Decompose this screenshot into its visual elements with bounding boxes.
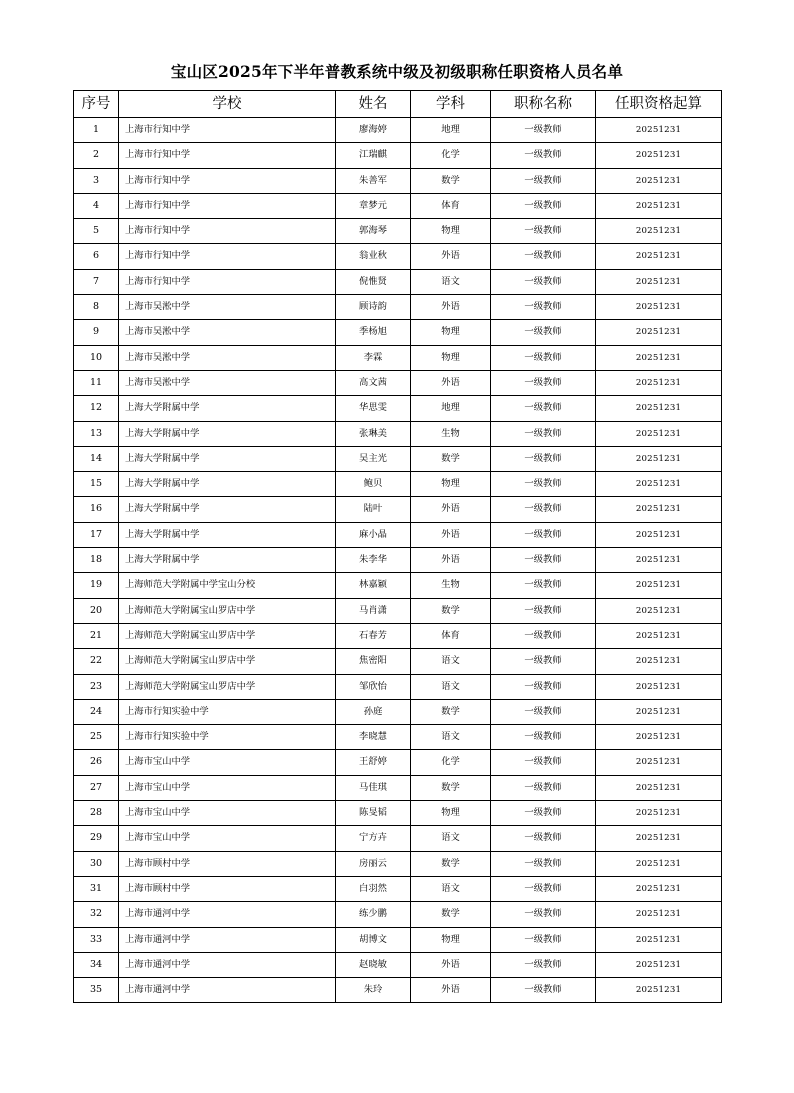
cell-date: 20251231 (596, 320, 722, 345)
column-header-title: 职称名称 (491, 91, 596, 118)
cell-school: 上海市行知实验中学 (119, 699, 336, 724)
cell-school: 上海大学附属中学 (119, 522, 336, 547)
cell-subject: 语文 (411, 649, 491, 674)
cell-school: 上海市行知中学 (119, 244, 336, 269)
cell-subject: 外语 (411, 548, 491, 573)
cell-index: 15 (74, 472, 119, 497)
cell-date: 20251231 (596, 118, 722, 143)
cell-index: 35 (74, 978, 119, 1003)
cell-title: 一级教师 (491, 826, 596, 851)
cell-title: 一级教师 (491, 320, 596, 345)
cell-school: 上海市吴淞中学 (119, 370, 336, 395)
table-row (74, 902, 722, 927)
cell-index: 7 (74, 269, 119, 294)
cell-school: 上海市吴淞中学 (119, 345, 336, 370)
cell-date: 20251231 (596, 497, 722, 522)
cell-name: 陆叶 (336, 497, 411, 522)
cell-name: 王舒婷 (336, 750, 411, 775)
cell-date: 20251231 (596, 168, 722, 193)
cell-date: 20251231 (596, 952, 722, 977)
cell-school: 上海大学附属中学 (119, 472, 336, 497)
cell-date: 20251231 (596, 472, 722, 497)
cell-subject: 物理 (411, 801, 491, 826)
table-body (74, 118, 722, 1003)
cell-index: 21 (74, 623, 119, 648)
cell-date: 20251231 (596, 826, 722, 851)
cell-index: 6 (74, 244, 119, 269)
cell-index: 16 (74, 497, 119, 522)
table-row (74, 370, 722, 395)
cell-title: 一级教师 (491, 649, 596, 674)
cell-date: 20251231 (596, 598, 722, 623)
cell-title: 一级教师 (491, 623, 596, 648)
cell-date: 20251231 (596, 522, 722, 547)
cell-date: 20251231 (596, 244, 722, 269)
cell-subject: 化学 (411, 143, 491, 168)
cell-school: 上海师范大学附属宝山罗店中学 (119, 649, 336, 674)
table-row (74, 775, 722, 800)
cell-subject: 物理 (411, 472, 491, 497)
cell-subject: 外语 (411, 295, 491, 320)
table-row (74, 168, 722, 193)
cell-title: 一级教师 (491, 370, 596, 395)
cell-index: 11 (74, 370, 119, 395)
cell-name: 顾诗韵 (336, 295, 411, 320)
cell-name: 练少鹏 (336, 902, 411, 927)
cell-subject: 外语 (411, 497, 491, 522)
cell-date: 20251231 (596, 370, 722, 395)
cell-subject: 数学 (411, 446, 491, 471)
table-row (74, 851, 722, 876)
roster-table (73, 90, 722, 1003)
cell-date: 20251231 (596, 623, 722, 648)
cell-school: 上海市行知中学 (119, 219, 336, 244)
table-header-row (74, 91, 722, 118)
cell-subject: 数学 (411, 775, 491, 800)
table-row (74, 522, 722, 547)
cell-name: 高文茜 (336, 370, 411, 395)
cell-subject: 数学 (411, 851, 491, 876)
column-header-school: 学校 (119, 91, 336, 118)
cell-name: 石春芳 (336, 623, 411, 648)
cell-subject: 生物 (411, 573, 491, 598)
cell-title: 一级教师 (491, 952, 596, 977)
cell-title: 一级教师 (491, 446, 596, 471)
cell-index: 20 (74, 598, 119, 623)
cell-name: 马佳琪 (336, 775, 411, 800)
cell-name: 鲍贝 (336, 472, 411, 497)
cell-index: 27 (74, 775, 119, 800)
cell-index: 5 (74, 219, 119, 244)
cell-name: 朱玲 (336, 978, 411, 1003)
cell-school: 上海师范大学附属宝山罗店中学 (119, 674, 336, 699)
cell-index: 18 (74, 548, 119, 573)
cell-school: 上海市通河中学 (119, 902, 336, 927)
cell-date: 20251231 (596, 801, 722, 826)
table-row (74, 472, 722, 497)
column-header-name: 姓名 (336, 91, 411, 118)
table-row (74, 219, 722, 244)
cell-index: 30 (74, 851, 119, 876)
table-row (74, 548, 722, 573)
cell-subject: 数学 (411, 598, 491, 623)
cell-index: 3 (74, 168, 119, 193)
cell-name: 华思雯 (336, 396, 411, 421)
cell-index: 24 (74, 699, 119, 724)
cell-name: 吴主光 (336, 446, 411, 471)
cell-date: 20251231 (596, 927, 722, 952)
cell-title: 一级教师 (491, 801, 596, 826)
cell-school: 上海大学附属中学 (119, 396, 336, 421)
cell-name: 孙庭 (336, 699, 411, 724)
table-row (74, 750, 722, 775)
cell-title: 一级教师 (491, 421, 596, 446)
table-row (74, 244, 722, 269)
cell-name: 白羽然 (336, 876, 411, 901)
table-row (74, 573, 722, 598)
cell-name: 李晓慧 (336, 725, 411, 750)
cell-title: 一级教师 (491, 143, 596, 168)
cell-name: 季杨旭 (336, 320, 411, 345)
cell-name: 翁业秋 (336, 244, 411, 269)
cell-school: 上海市吴淞中学 (119, 320, 336, 345)
cell-subject: 外语 (411, 522, 491, 547)
cell-subject: 物理 (411, 320, 491, 345)
table-row (74, 725, 722, 750)
table-row (74, 396, 722, 421)
cell-subject: 物理 (411, 219, 491, 244)
cell-index: 33 (74, 927, 119, 952)
cell-date: 20251231 (596, 295, 722, 320)
cell-subject: 外语 (411, 952, 491, 977)
cell-subject: 物理 (411, 927, 491, 952)
cell-date: 20251231 (596, 674, 722, 699)
cell-subject: 语文 (411, 269, 491, 294)
table-header (74, 91, 722, 118)
cell-index: 2 (74, 143, 119, 168)
table-row (74, 952, 722, 977)
cell-title: 一级教师 (491, 497, 596, 522)
cell-title: 一级教师 (491, 548, 596, 573)
cell-school: 上海市宝山中学 (119, 750, 336, 775)
cell-school: 上海大学附属中学 (119, 446, 336, 471)
cell-subject: 地理 (411, 118, 491, 143)
table-row (74, 927, 722, 952)
cell-name: 焦密阳 (336, 649, 411, 674)
cell-school: 上海市宝山中学 (119, 801, 336, 826)
cell-title: 一级教师 (491, 978, 596, 1003)
cell-school: 上海市行知中学 (119, 269, 336, 294)
cell-school: 上海市行知中学 (119, 118, 336, 143)
column-header-index: 序号 (74, 91, 119, 118)
cell-title: 一级教师 (491, 699, 596, 724)
cell-name: 宁方卉 (336, 826, 411, 851)
cell-index: 26 (74, 750, 119, 775)
cell-name: 李霖 (336, 345, 411, 370)
cell-date: 20251231 (596, 750, 722, 775)
cell-subject: 数学 (411, 902, 491, 927)
cell-title: 一级教师 (491, 345, 596, 370)
cell-title: 一级教师 (491, 750, 596, 775)
cell-subject: 外语 (411, 978, 491, 1003)
cell-subject: 生物 (411, 421, 491, 446)
cell-index: 17 (74, 522, 119, 547)
cell-school: 上海师范大学附属中学宝山分校 (119, 573, 336, 598)
table-row (74, 699, 722, 724)
table-row (74, 826, 722, 851)
cell-name: 江瑞麒 (336, 143, 411, 168)
cell-name: 房丽云 (336, 851, 411, 876)
table-row (74, 978, 722, 1003)
cell-name: 马肖潇 (336, 598, 411, 623)
cell-index: 28 (74, 801, 119, 826)
cell-school: 上海大学附属中学 (119, 548, 336, 573)
cell-index: 23 (74, 674, 119, 699)
cell-school: 上海市顾村中学 (119, 876, 336, 901)
cell-title: 一级教师 (491, 295, 596, 320)
cell-date: 20251231 (596, 446, 722, 471)
roster-table-container (73, 90, 721, 1003)
cell-date: 20251231 (596, 269, 722, 294)
column-header-subject: 学科 (411, 91, 491, 118)
cell-subject: 化学 (411, 750, 491, 775)
cell-school: 上海市行知中学 (119, 193, 336, 218)
cell-school: 上海师范大学附属宝山罗店中学 (119, 623, 336, 648)
cell-school: 上海市宝山中学 (119, 775, 336, 800)
cell-index: 19 (74, 573, 119, 598)
cell-school: 上海市吴淞中学 (119, 295, 336, 320)
cell-index: 32 (74, 902, 119, 927)
cell-school: 上海大学附属中学 (119, 497, 336, 522)
table-row (74, 623, 722, 648)
table-row (74, 295, 722, 320)
cell-date: 20251231 (596, 978, 722, 1003)
cell-title: 一级教师 (491, 775, 596, 800)
cell-name: 廖海婷 (336, 118, 411, 143)
cell-subject: 语文 (411, 674, 491, 699)
cell-date: 20251231 (596, 699, 722, 724)
table-row (74, 446, 722, 471)
cell-title: 一级教师 (491, 902, 596, 927)
cell-date: 20251231 (596, 345, 722, 370)
cell-index: 34 (74, 952, 119, 977)
cell-name: 章梦元 (336, 193, 411, 218)
table-row (74, 876, 722, 901)
cell-index: 25 (74, 725, 119, 750)
cell-subject: 数学 (411, 168, 491, 193)
cell-school: 上海市通河中学 (119, 927, 336, 952)
cell-date: 20251231 (596, 876, 722, 901)
cell-date: 20251231 (596, 143, 722, 168)
cell-date: 20251231 (596, 573, 722, 598)
cell-date: 20251231 (596, 219, 722, 244)
cell-date: 20251231 (596, 548, 722, 573)
cell-title: 一级教师 (491, 674, 596, 699)
cell-title: 一级教师 (491, 876, 596, 901)
cell-school: 上海市顾村中学 (119, 851, 336, 876)
cell-index: 4 (74, 193, 119, 218)
cell-subject: 地理 (411, 396, 491, 421)
table-row (74, 497, 722, 522)
cell-school: 上海师范大学附属宝山罗店中学 (119, 598, 336, 623)
cell-name: 郭海琴 (336, 219, 411, 244)
cell-name: 朱善军 (336, 168, 411, 193)
cell-subject: 物理 (411, 345, 491, 370)
cell-title: 一级教师 (491, 927, 596, 952)
cell-index: 13 (74, 421, 119, 446)
cell-title: 一级教师 (491, 118, 596, 143)
table-row (74, 118, 722, 143)
cell-school: 上海市宝山中学 (119, 826, 336, 851)
cell-school: 上海市通河中学 (119, 952, 336, 977)
cell-name: 赵晓敏 (336, 952, 411, 977)
cell-date: 20251231 (596, 851, 722, 876)
cell-subject: 外语 (411, 370, 491, 395)
cell-date: 20251231 (596, 775, 722, 800)
cell-name: 麻小晶 (336, 522, 411, 547)
cell-school: 上海市行知实验中学 (119, 725, 336, 750)
cell-index: 29 (74, 826, 119, 851)
cell-title: 一级教师 (491, 269, 596, 294)
cell-index: 14 (74, 446, 119, 471)
cell-index: 12 (74, 396, 119, 421)
table-row (74, 674, 722, 699)
cell-subject: 数学 (411, 699, 491, 724)
cell-school: 上海市行知中学 (119, 168, 336, 193)
table-row (74, 320, 722, 345)
cell-date: 20251231 (596, 725, 722, 750)
table-row (74, 193, 722, 218)
cell-title: 一级教师 (491, 573, 596, 598)
cell-date: 20251231 (596, 649, 722, 674)
cell-date: 20251231 (596, 396, 722, 421)
cell-subject: 语文 (411, 725, 491, 750)
cell-index: 1 (74, 118, 119, 143)
cell-name: 胡博文 (336, 927, 411, 952)
cell-subject: 语文 (411, 826, 491, 851)
cell-name: 陈旻韬 (336, 801, 411, 826)
table-row (74, 649, 722, 674)
cell-title: 一级教师 (491, 193, 596, 218)
cell-name: 倪惟贤 (336, 269, 411, 294)
cell-school: 上海市通河中学 (119, 978, 336, 1003)
cell-subject: 语文 (411, 876, 491, 901)
cell-index: 10 (74, 345, 119, 370)
cell-title: 一级教师 (491, 244, 596, 269)
cell-title: 一级教师 (491, 598, 596, 623)
cell-index: 31 (74, 876, 119, 901)
table-row (74, 598, 722, 623)
cell-index: 22 (74, 649, 119, 674)
cell-name: 林嘉颖 (336, 573, 411, 598)
cell-title: 一级教师 (491, 851, 596, 876)
cell-subject: 体育 (411, 193, 491, 218)
cell-name: 邹欣怡 (336, 674, 411, 699)
cell-school: 上海市行知中学 (119, 143, 336, 168)
table-row (74, 143, 722, 168)
cell-title: 一级教师 (491, 219, 596, 244)
cell-index: 8 (74, 295, 119, 320)
cell-subject: 外语 (411, 244, 491, 269)
cell-date: 20251231 (596, 193, 722, 218)
table-row (74, 269, 722, 294)
cell-title: 一级教师 (491, 396, 596, 421)
cell-title: 一级教师 (491, 168, 596, 193)
table-row (74, 801, 722, 826)
cell-title: 一级教师 (491, 472, 596, 497)
table-row (74, 421, 722, 446)
cell-name: 张琳美 (336, 421, 411, 446)
cell-title: 一级教师 (491, 522, 596, 547)
cell-title: 一级教师 (491, 725, 596, 750)
page-title: 宝山区2025年下半年普教系统中级及初级职称任职资格人员名单 (170, 62, 624, 81)
cell-date: 20251231 (596, 421, 722, 446)
cell-index: 9 (74, 320, 119, 345)
column-header-date: 任职资格起算 (596, 91, 722, 118)
cell-school: 上海大学附属中学 (119, 421, 336, 446)
table-row (74, 345, 722, 370)
cell-subject: 体育 (411, 623, 491, 648)
cell-name: 朱李华 (336, 548, 411, 573)
cell-date: 20251231 (596, 902, 722, 927)
